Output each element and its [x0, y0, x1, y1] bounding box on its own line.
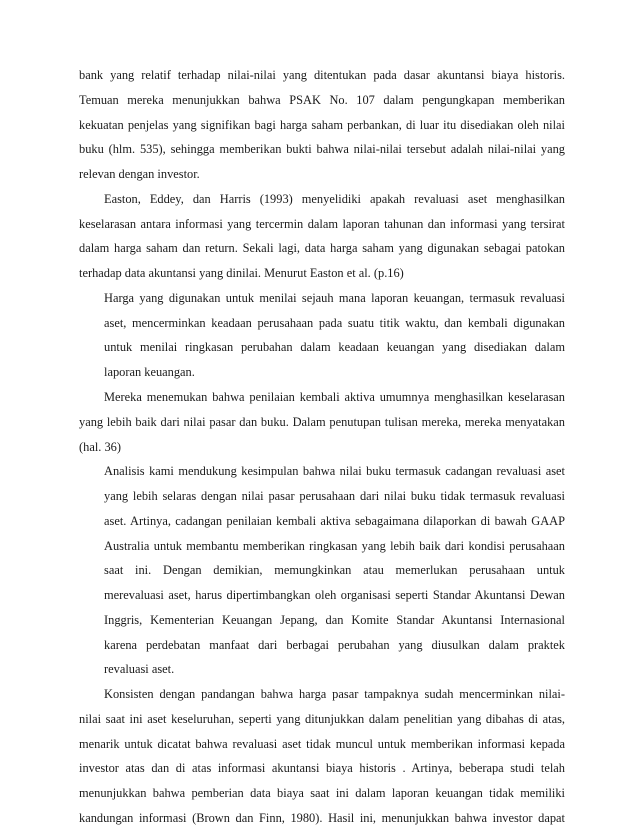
quote-line: Harga yang digunakan untuk menilai sejauh mana laporan keuangan, termasuk revaluasi: [104, 291, 565, 305]
quote-line: laporan keuangan.: [104, 365, 195, 379]
body-line: nilai saat ini aset keseluruhan, seperti yang ditunjukkan dalam penelitian yang dibahas di atas,: [79, 712, 565, 726]
paragraph-first-line: Mereka menemukan bahwa penilaian kembali aktiva umumnya menghasilkan keselarasan: [104, 390, 565, 404]
quote-line: yang lebih selaras dengan nilai pasar perusahaan dari nilai buku tidak termasuk revaluasi: [104, 489, 565, 503]
body-line: buku (hlm. 535), sehingga memberikan bukti bahwa nilai-nilai tersebut adalah nilai-nilai yang: [79, 142, 565, 156]
body-line: keselarasan antara informasi yang tercermin dalam laporan tahunan dan informasi yang tersirat: [79, 217, 565, 231]
quote-line: aset. Artinya, cadangan penilaian kembali aktiva sebagaimana dilaporkan di bawah GAAP: [104, 514, 565, 528]
body-line: terhadap data akuntansi yang dinilai. Menurut Easton et al. (p.16): [79, 266, 404, 280]
body-line: investor atas dan di atas informasi akuntansi biaya historis . Artinya, beberapa studi telah: [79, 761, 565, 775]
quote-line: karena perdebatan manfaat dari berbagai perubahan yang diusulkan dalam praktek: [104, 638, 565, 652]
body-line: relevan dengan investor.: [79, 167, 200, 181]
quote-line: revaluasi aset.: [104, 662, 175, 676]
quote-line: saat ini. Dengan demikian, memungkinkan atau memerlukan perusahaan untuk: [104, 563, 565, 577]
body-line: menunjukkan bahwa pemberian data biaya saat ini dalam laporan keuangan tidak memiliki: [79, 786, 565, 800]
quote-line: Analisis kami mendukung kesimpulan bahwa nilai buku termasuk cadangan revaluasi aset: [104, 464, 565, 478]
body-line: yang lebih baik dari nilai pasar dan buku. Dalam penutupan tulisan mereka, mereka menyatakan: [79, 415, 565, 429]
body-line: kekuatan penjelas yang signifikan bagi harga saham perbankan, di luar itu disediakan oleh nilai: [79, 118, 565, 132]
body-line: Temuan mereka menunjukkan bahwa PSAK No. 107 dalam pengungkapan memberikan: [79, 93, 565, 107]
body-line: (hal. 36): [79, 440, 121, 454]
paragraph-first-line: Easton, Eddey, dan Harris (1993) menyelidiki apakah revaluasi aset menghasilkan: [104, 192, 565, 206]
quote-line: Australia untuk membantu memberikan ringkasan yang lebih baik dari kondisi perusahaan: [104, 539, 565, 553]
quote-line: aset, mencerminkan keadaan perusahaan pada suatu titik waktu, dan kembali digunakan: [104, 316, 565, 330]
body-line: kandungan informasi (Brown dan Finn, 1980). Hasil ini, menunjukkan bahwa investor dapat: [79, 811, 565, 825]
body-line: dalam harga saham dan return. Sekali lagi, data harga saham yang digunakan sebagai patokan: [79, 241, 565, 255]
body-line: menarik untuk dicatat bahwa revaluasi aset tidak muncul untuk memberikan informasi kepada: [79, 737, 565, 751]
quote-line: merevaluasi aset, harus dipertimbangkan oleh organisasi seperti Standar Akuntansi Dewan: [104, 588, 565, 602]
body-line: bank yang relatif terhadap nilai-nilai yang ditentukan pada dasar akuntansi biaya historis.: [79, 68, 565, 82]
paragraph-first-line: Konsisten dengan pandangan bahwa harga pasar tampaknya sudah mencerminkan nilai-: [104, 687, 565, 701]
quote-line: untuk menilai ringkasan perubahan dalam keadaan keuangan yang disediakan dalam: [104, 340, 565, 354]
quote-line: Inggris, Kementerian Keuangan Jepang, dan Komite Standar Akuntansi Internasional: [104, 613, 565, 627]
